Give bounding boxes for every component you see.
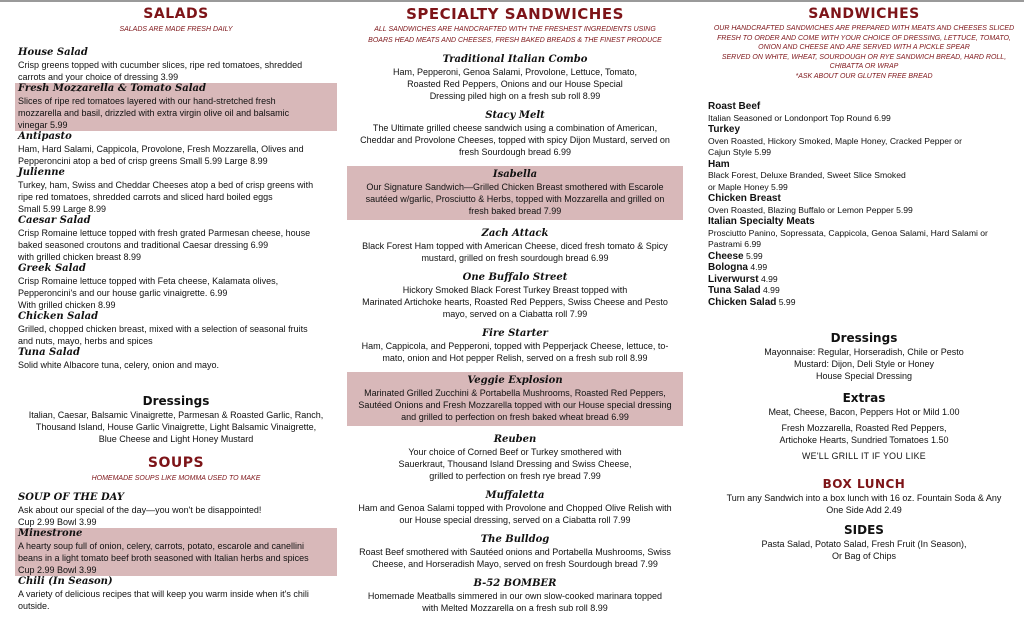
- specialty-list: [347, 54, 683, 614]
- specialty-item: [347, 166, 683, 220]
- item-description-line: Cup 2.99 Bowl 3.99: [18, 517, 97, 527]
- item-description-line: mozzarella and basil, drizzled with extra virgin olive oil and balsamic: [18, 108, 290, 118]
- item-description-line: Our Signature Sandwich—Grilled Chicken Breast smothered with Escarole: [366, 182, 664, 192]
- specialty-item: [347, 272, 683, 320]
- item-description-line: Ask about our special of the day—you won't be disappointed!: [18, 505, 262, 515]
- item-description-line: grilled to perfection on fresh rye bread 7.99: [429, 471, 601, 481]
- item-description-line: Roasted Red Peppers, Onions and our House Special: [407, 79, 623, 89]
- item-description-line: Pepperoncini atop a bed of crisp greens Small 5.99 Large 8.99: [18, 156, 268, 166]
- item-description-line: Crisp Romaine lettuce topped with fresh grated Parmesan cheese, house: [18, 228, 311, 238]
- soup-item: [15, 528, 337, 576]
- item-description-line: Crisp greens topped with cucumber slices, ripe red tomatoes, shredded: [18, 60, 303, 70]
- item-name: Liverwurst: [708, 273, 759, 285]
- salad-item: [18, 263, 334, 311]
- item-description-line: Grilled, chopped chicken breast, mixed with a selection of seasonal fruits: [18, 324, 308, 334]
- sandwich-item: [708, 124, 1020, 159]
- text-line: Italian, Caesar, Balsamic Vinaigrette, Parmesan & Roasted Garlic, Ranch,: [28, 410, 324, 420]
- item-description-line: and grilled to perfection on fresh baked wheat bread 6.99: [401, 412, 629, 422]
- item-name: Isabella: [492, 169, 538, 180]
- item-price: 4.99: [750, 262, 768, 272]
- item-description-line: Cheese, and Horseradish Mayo, served on fresh Sourdough bread 7.99: [372, 559, 658, 569]
- text-line: Thousand Island, House Garlic Vinaigrette, Light Balsamic Vinaigrette,: [35, 422, 317, 432]
- salads-heading: SALADS: [143, 6, 209, 22]
- text-line: House Special Dressing: [815, 371, 913, 381]
- sandwich-item: [708, 159, 1020, 194]
- sandwiches-subtitle: [708, 24, 1020, 81]
- specialty-item: [347, 490, 683, 526]
- item-description-line: Turkey, ham, Swiss and Cheddar Cheeses atop a bed of crisp greens with: [18, 180, 314, 190]
- text-line: Or Bag of Chips: [831, 551, 897, 561]
- sandwiches-list: [708, 101, 1020, 308]
- middle-column: [347, 4, 683, 614]
- item-name: Julienne: [18, 167, 65, 178]
- sandwich-item: [708, 216, 1020, 251]
- specialty-subtitle: [347, 24, 683, 46]
- item-description-line: fresh baked bread 7.99: [468, 206, 562, 216]
- item-name: Tuna Salad: [708, 285, 761, 296]
- soup-item: [18, 576, 334, 612]
- text-line: Mustard: Dijon, Deli Style or Honey: [793, 359, 935, 369]
- box-lunch-text: [708, 492, 1020, 516]
- item-description-line: Black Forest Ham topped with American Cheese, diced fresh tomato & Spicy: [362, 241, 668, 251]
- left-column: [18, 4, 334, 612]
- item-description-line: Solid white Albacore tuna, celery, onion and mayo.: [18, 360, 219, 370]
- salad-item: [18, 215, 334, 263]
- item-description-line: Pepperoncini's and our house garlic vinaigrette. 6.99: [18, 288, 228, 298]
- page-top-border: [0, 0, 1024, 2]
- salad-item: [18, 347, 334, 371]
- item-description-line: our House special dressing, served on a Ciabatta roll 7.99: [399, 515, 631, 525]
- text-line: Fresh Mozzarella, Roasted Red Peppers,: [781, 423, 947, 433]
- item-description-line: Cajun Style 5.99: [708, 147, 772, 157]
- specialty-item: [347, 434, 683, 482]
- soups-list: [18, 492, 334, 612]
- salad-dressings-heading: Dressings: [142, 394, 210, 408]
- item-description-line: Dressing piled high on a fresh sub roll 8.99: [429, 91, 601, 101]
- sandwich-item: [708, 193, 1020, 216]
- sandwiches-heading: SANDWICHES: [808, 6, 920, 22]
- item-description-line: Marinated Artichoke hearts, Roasted Red Peppers, Swiss Cheese and Pesto: [362, 297, 668, 307]
- specialty-item: [347, 54, 683, 102]
- item-name: Veggie Explosion: [467, 375, 563, 386]
- sandwich-title-line: [708, 285, 1020, 297]
- sandwich-title-line: [708, 101, 1020, 113]
- specialty-item: [347, 328, 683, 364]
- sandwich-item: [708, 262, 1020, 274]
- grill-note: WE'LL GRILL IT IF YOU LIKE: [802, 451, 926, 461]
- item-description-line: Your choice of Corned Beef or Turkey smothered with: [408, 447, 622, 457]
- item-description-line: Cup 2.99 Bowl 3.99: [18, 565, 97, 575]
- item-description-line: baked seasoned croutons and traditional Caesar dressing 6.99: [18, 240, 269, 250]
- item-price: 4.99: [763, 285, 780, 295]
- item-name: One Buffalo Street: [462, 272, 568, 283]
- item-name: Chili (In Season): [18, 576, 113, 587]
- item-description-line: Ham and Genoa Salami topped with Provolone and Chopped Olive Relish with: [358, 503, 672, 513]
- item-name: Chicken Breast: [708, 193, 781, 204]
- text-line: FRESH TO ORDER AND COME WITH YOUR CHOICE OF DRESSING, LETTUCE, TOMATO,: [717, 34, 1011, 42]
- item-name: Cheese: [708, 250, 744, 262]
- item-name: Chicken Salad: [18, 311, 99, 322]
- item-name: House Salad: [18, 47, 88, 58]
- item-description-line: A variety of delicious recipes that will keep you warm inside when it's chili: [18, 589, 309, 599]
- text-line: One Side Add 2.49: [826, 505, 902, 515]
- soups-heading: SOUPS: [147, 455, 205, 471]
- salad-item: [18, 167, 334, 215]
- item-description-line: outside.: [18, 601, 50, 611]
- text-line: Pasta Salad, Potato Salad, Fresh Fruit (In Season),: [761, 539, 967, 549]
- specialty-item: [347, 372, 683, 426]
- salad-item: [18, 47, 334, 83]
- text-line: OUR HANDCRAFTED SANDWICHES ARE PREPARED WITH MEATS AND CHEESES SLICED: [713, 25, 1015, 32]
- item-name: Tuna Salad: [18, 347, 80, 358]
- extras-heading: Extras: [842, 391, 886, 405]
- item-name: Greek Salad: [18, 263, 86, 274]
- item-name: Fire Starter: [482, 328, 548, 339]
- item-description-line: Sautéed Onions and Fresh Mozzarella topped with our House special dressing: [358, 400, 672, 410]
- text-line: Meat, Cheese, Bacon, Peppers Hot or Mild 1.00: [768, 407, 960, 417]
- item-description-line: Italian Seasoned or Londonport Top Round 6.99: [708, 112, 891, 123]
- item-description-line: or Maple Honey 5.99: [708, 181, 788, 192]
- specialty-item: [347, 228, 683, 264]
- specialty-item: [347, 578, 683, 614]
- item-name: Caesar Salad: [18, 215, 91, 226]
- text-line: Blue Cheese and Light Honey Mustard: [98, 434, 254, 444]
- sandwich-title-line: [708, 251, 1020, 263]
- salad-item: [18, 131, 334, 167]
- sandwich-title-line: [708, 124, 1020, 136]
- soup-item: [18, 492, 334, 528]
- sandwich-item: [708, 101, 1020, 124]
- item-name: Bologna: [708, 262, 748, 273]
- item-description-line: mustard, grilled on fresh sourdough bread 6.99: [421, 253, 609, 263]
- specialty-heading: SPECIALTY SANDWICHES: [406, 5, 624, 23]
- item-description-line: Oven Roasted, Blazing Buffalo or Lemon Pepper 5.99: [708, 204, 913, 215]
- item-name: Turkey: [708, 124, 741, 135]
- sandwich-item: [708, 251, 1020, 263]
- sandwich-title-line: [708, 297, 1020, 309]
- item-name: Minestrone: [18, 528, 83, 539]
- item-description-line: vinegar 5.99: [18, 120, 68, 130]
- item-name: B-52 BOMBER: [473, 578, 557, 589]
- item-description-line: carrots and your choice of dressing 3.99: [18, 72, 179, 82]
- item-name: Antipasto: [18, 131, 72, 142]
- right-column: [708, 4, 1020, 562]
- salad-dressings-text: [18, 409, 334, 445]
- item-price: 5.99: [745, 250, 763, 261]
- item-name: The Bulldog: [480, 534, 550, 545]
- item-description-line: Slices of ripe red tomatoes layered with our hand-stretched fresh: [18, 96, 276, 106]
- box-lunch-heading: BOX LUNCH: [822, 477, 906, 491]
- item-description-line: and nuts, mayo, herbs and spices: [18, 336, 153, 346]
- text-line: ALL SANDWICHES ARE HANDCRAFTED WITH THE FRESHEST INGREDIENTS USING: [374, 26, 656, 33]
- text-line: CHIBATTA OR WRAP: [829, 63, 899, 70]
- item-description-line: Oven Roasted, Hickory Smoked, Maple Honey, Cracked Pepper or: [708, 135, 962, 146]
- sandwich-item: [708, 285, 1020, 297]
- item-description-line: with grilled chicken breast 8.99: [18, 252, 142, 262]
- salads-list: [18, 47, 334, 371]
- item-price: 4.99: [760, 273, 778, 284]
- item-description-line: Pastrami 6.99: [708, 239, 762, 249]
- item-description-line: mayo, served on a Ciabatta roll 7.99: [442, 309, 588, 319]
- item-description-line: Sauerkraut, Thousand Island Dressing and Swiss Cheese,: [398, 459, 632, 469]
- sandwich-item: [708, 297, 1020, 309]
- item-description-line: Marinated Grilled Zucchini & Portabella Mushrooms, Roasted Red Peppers,: [364, 388, 666, 398]
- item-description-line: Black Forest, Deluxe Branded, Sweet Slice Smoked: [708, 170, 906, 180]
- extras-text-2: [708, 422, 1020, 446]
- sandwich-title-line: [708, 159, 1020, 171]
- item-name: Muffaletta: [485, 490, 545, 501]
- item-name: Roast Beef: [708, 101, 761, 112]
- item-description-line: ripe red tomatoes, shredded carrots and sliced hard boiled eggs: [18, 192, 273, 202]
- item-name: Stacy Melt: [485, 110, 545, 121]
- sandwich-dressings-text: [708, 346, 1020, 382]
- text-line: SERVED ON WHITE, WHEAT, SOURDOUGH OR RYE SANDWICH BREAD, HARD ROLL,: [721, 53, 1007, 61]
- text-line: Turn any Sandwich into a box lunch with 16 oz. Fountain Soda & Any: [726, 493, 1002, 503]
- item-description-line: fresh Sourdough bread 6.99: [458, 147, 572, 157]
- item-description-line: With grilled chicken 8.99: [18, 300, 116, 310]
- item-name: SOUP OF THE DAY: [18, 492, 125, 503]
- text-line: ONION AND CHEESE AND ARE SERVED WITH A PICKLE SPEAR: [758, 44, 970, 51]
- sides-text: [708, 538, 1020, 562]
- item-description-line: Cheddar and Provolone Cheeses, topped with spicy Dijon Mustard, served on: [360, 135, 670, 145]
- sandwich-title-line: [708, 262, 1020, 274]
- item-description-line: Homemade Meatballs simmered in our own slow-cooked marinara topped: [367, 591, 663, 601]
- item-name: Italian Specialty Meats: [708, 216, 815, 227]
- text-line: Mayonnaise: Regular, Horseradish, Chile or Pesto: [764, 347, 964, 357]
- item-name: Ham: [708, 158, 730, 170]
- item-name: Chicken Salad: [708, 296, 777, 308]
- item-description-line: Ham, Pepperoni, Genoa Salami, Provolone, Lettuce, Tomato,: [393, 67, 637, 77]
- sandwich-dressings-heading: Dressings: [830, 331, 898, 345]
- soups-subtitle: HOMEMADE SOUPS LIKE MOMMA USED TO MAKE: [91, 475, 261, 482]
- item-description-line: A hearty soup full of onion, celery, carrots, potato, escarole and canellini: [18, 541, 304, 551]
- text-line: BOARS HEAD MEATS AND CHEESES, FRESH BAKED BREADS & THE FINEST PRODUCE: [368, 37, 662, 44]
- item-name: Reuben: [493, 434, 537, 445]
- text-line: *ASK ABOUT OUR GLUTEN FREE BREAD: [795, 72, 933, 80]
- sides-heading: SIDES: [844, 523, 884, 537]
- item-description-line: Hickory Smoked Black Forest Turkey Breast topped with: [402, 285, 628, 295]
- item-description-line: The Ultimate grilled cheese sandwich using a combination of American,: [372, 123, 658, 133]
- item-price: 5.99: [778, 296, 796, 307]
- item-name: Zach Attack: [481, 228, 549, 239]
- specialty-item: [347, 110, 683, 158]
- salad-item: [15, 83, 337, 131]
- item-description-line: with Melted Mozzarella on a fresh sub roll 8.99: [422, 603, 608, 613]
- item-description-line: beans in a light tomato beef broth seasoned with Italian herbs and spices: [18, 553, 309, 563]
- item-description-line: Small 5.99 Large 8.99: [18, 204, 107, 214]
- item-description-line: Roast Beef smothered with Sautéed onions and Portabella Mushrooms, Swiss: [359, 547, 671, 557]
- sandwich-title-line: [708, 193, 1020, 205]
- item-name: Traditional Italian Combo: [442, 54, 588, 65]
- item-description-line: Ham, Hard Salami, Cappicola, Provolone, Fresh Mozzarella, Olives and: [18, 144, 304, 154]
- text-line: Artichoke Hearts, Sundried Tomatoes 1.50: [779, 435, 949, 445]
- salads-subtitle: SALADS ARE MADE FRESH DAILY: [119, 26, 233, 33]
- salad-item: [18, 311, 334, 347]
- item-description-line: sautéed w/garlic, Prosciutto & Herbs, topped with Mozzarella and grilled on: [365, 194, 665, 204]
- extras-text: [708, 406, 1020, 418]
- sandwich-item: [708, 274, 1020, 286]
- sandwich-title-line: [708, 274, 1020, 286]
- item-description-line: Prosciutto Panino, Sopressata, Cappicola, Genoa Salami, Hard Salami or: [708, 227, 988, 238]
- item-name: Fresh Mozzarella & Tomato Salad: [18, 83, 206, 94]
- item-description-line: mato, onion and Hot pepper Relish, served on a fresh sub roll 8.99: [382, 353, 648, 363]
- item-description-line: Crisp Romaine lettuce topped with Feta cheese, Kalamata olives,: [18, 276, 279, 286]
- item-description-line: Ham, Cappicola, and Pepperoni, topped with Pepperjack Cheese, lettuce, to-: [361, 341, 669, 351]
- specialty-item: [347, 534, 683, 570]
- sandwich-title-line: [708, 216, 1020, 228]
